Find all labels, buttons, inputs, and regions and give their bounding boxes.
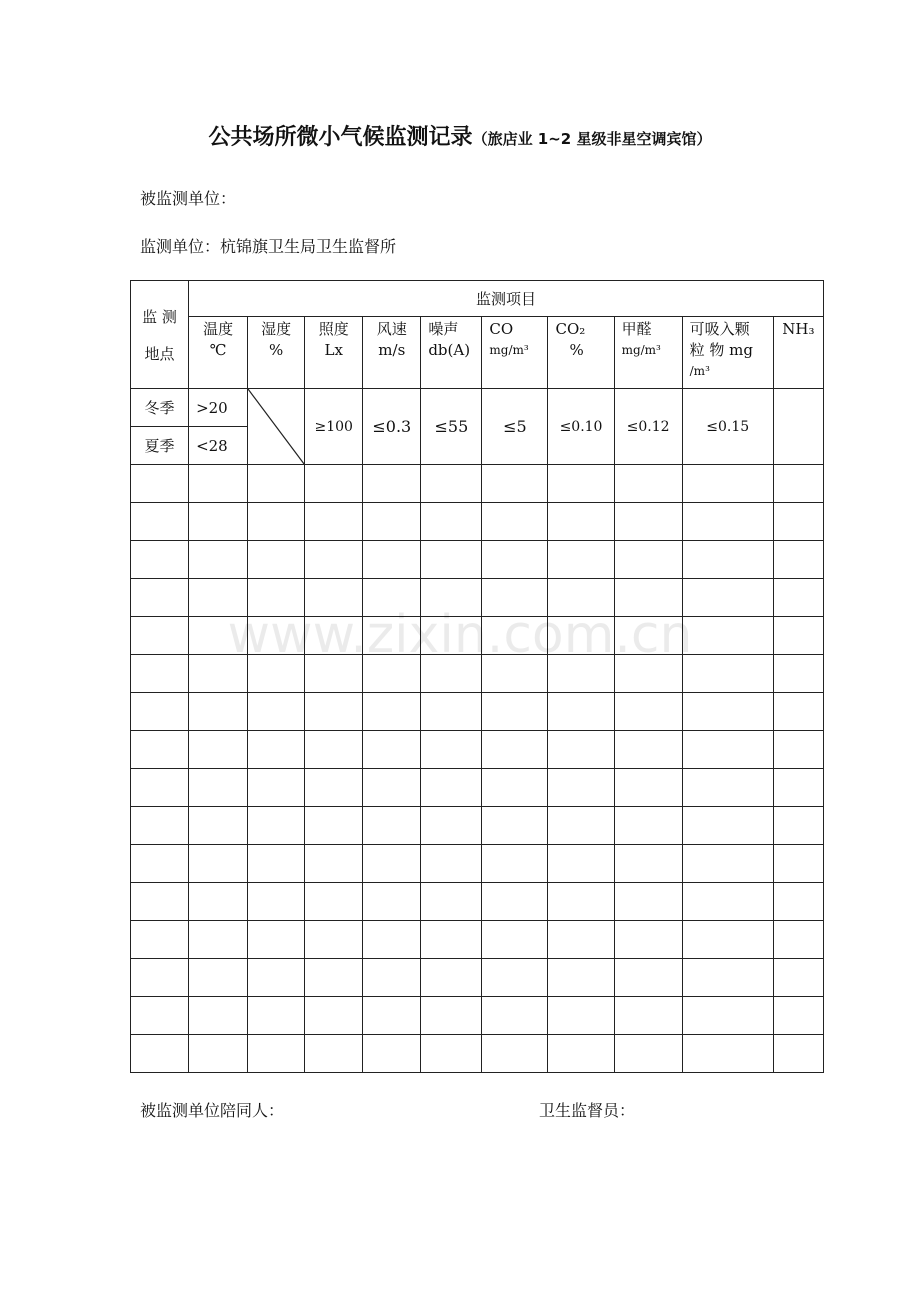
blank-rows <box>131 465 824 1073</box>
blank-entry-cell[interactable] <box>248 655 305 693</box>
blank-entry-cell[interactable] <box>548 693 614 731</box>
blank-entry-cell[interactable] <box>421 807 482 845</box>
blank-entry-cell[interactable] <box>131 617 189 655</box>
blank-entry-row <box>131 769 824 807</box>
blank-entry-cell[interactable] <box>548 617 614 655</box>
blank-entry-cell[interactable] <box>189 883 248 921</box>
blank-entry-cell[interactable] <box>682 769 773 807</box>
blank-entry-cell[interactable] <box>131 731 189 769</box>
nh3-standard <box>773 389 823 465</box>
blank-entry-cell[interactable] <box>548 921 614 959</box>
blank-entry-cell[interactable] <box>482 807 548 845</box>
diagonal-line <box>248 389 304 464</box>
blank-entry-cell[interactable] <box>189 807 248 845</box>
blank-entry-cell[interactable] <box>682 465 773 503</box>
blank-entry-cell[interactable] <box>482 769 548 807</box>
blank-entry-cell[interactable] <box>773 997 823 1035</box>
blank-entry-cell[interactable] <box>482 921 548 959</box>
blank-entry-cell[interactable] <box>189 997 248 1035</box>
blank-entry-cell[interactable] <box>682 541 773 579</box>
blank-entry-cell[interactable] <box>248 769 305 807</box>
winter-row <box>131 389 824 427</box>
blank-entry-cell[interactable] <box>548 807 614 845</box>
blank-entry-cell[interactable] <box>363 655 421 693</box>
col-co: CO mg/m³ <box>482 317 548 389</box>
blank-entry-cell[interactable] <box>248 731 305 769</box>
blank-entry-cell[interactable] <box>773 731 823 769</box>
col-particulate: 可吸入颗 粒 物 mg /m³ <box>682 317 773 389</box>
blank-entry-cell[interactable] <box>131 883 189 921</box>
blank-entry-cell[interactable] <box>421 769 482 807</box>
blank-entry-cell[interactable] <box>248 465 305 503</box>
blank-entry-cell[interactable] <box>248 541 305 579</box>
monitoring-unit-label: 监测单位：杭锦旗卫生局卫生监督所 <box>140 237 397 256</box>
blank-entry-cell[interactable] <box>482 731 548 769</box>
blank-entry-cell[interactable] <box>305 883 363 921</box>
items-header-cell <box>189 281 824 317</box>
noise-standard: ≤55 <box>421 389 482 465</box>
blank-entry-cell[interactable] <box>614 731 682 769</box>
blank-entry-cell[interactable] <box>614 503 682 541</box>
blank-entry-row <box>131 1035 824 1073</box>
blank-entry-cell[interactable] <box>363 1035 421 1073</box>
blank-entry-cell[interactable] <box>682 845 773 883</box>
blank-entry-cell[interactable] <box>189 959 248 997</box>
blank-entry-cell[interactable] <box>189 921 248 959</box>
blank-entry-cell[interactable] <box>482 997 548 1035</box>
blank-entry-cell[interactable] <box>305 807 363 845</box>
blank-entry-cell[interactable] <box>131 921 189 959</box>
blank-entry-cell[interactable] <box>614 845 682 883</box>
blank-entry-cell[interactable] <box>682 1035 773 1073</box>
blank-entry-cell[interactable] <box>482 1035 548 1073</box>
blank-entry-cell[interactable] <box>248 1035 305 1073</box>
blank-entry-cell[interactable] <box>773 959 823 997</box>
blank-entry-cell[interactable] <box>482 465 548 503</box>
blank-entry-cell[interactable] <box>682 807 773 845</box>
title-subtitle: （旅店业 1~2 星级非星空调宾馆） <box>472 130 712 148</box>
blank-entry-cell[interactable] <box>682 997 773 1035</box>
blank-entry-cell[interactable] <box>773 693 823 731</box>
blank-entry-row <box>131 541 824 579</box>
blank-entry-cell[interactable] <box>305 921 363 959</box>
location-header-cell <box>131 281 189 389</box>
blank-entry-cell[interactable] <box>421 845 482 883</box>
blank-entry-cell[interactable] <box>248 807 305 845</box>
blank-entry-cell[interactable] <box>305 465 363 503</box>
blank-entry-cell[interactable] <box>248 959 305 997</box>
season-summer: 夏季 <box>131 427 189 465</box>
blank-entry-cell[interactable] <box>363 997 421 1035</box>
blank-entry-row <box>131 921 824 959</box>
blank-entry-cell[interactable] <box>773 845 823 883</box>
summer-temp-standard: <28 <box>189 427 248 465</box>
blank-entry-cell[interactable] <box>682 959 773 997</box>
blank-entry-cell[interactable] <box>131 997 189 1035</box>
blank-entry-cell[interactable] <box>614 959 682 997</box>
blank-entry-cell[interactable] <box>482 959 548 997</box>
blank-entry-cell[interactable] <box>305 541 363 579</box>
blank-entry-row <box>131 807 824 845</box>
location-header-line2: 地点 <box>144 344 175 363</box>
blank-entry-cell[interactable] <box>548 731 614 769</box>
items-header: 监测项目 <box>476 290 537 308</box>
blank-entry-cell[interactable] <box>614 655 682 693</box>
blank-entry-cell[interactable] <box>482 503 548 541</box>
season-winter: 冬季 <box>131 389 189 427</box>
blank-entry-cell[interactable] <box>773 1035 823 1073</box>
winter-temp-standard: >20 <box>189 389 248 427</box>
blank-entry-cell[interactable] <box>248 503 305 541</box>
blank-entry-cell[interactable] <box>773 465 823 503</box>
blank-entry-cell[interactable] <box>421 693 482 731</box>
blank-entry-cell[interactable] <box>305 655 363 693</box>
blank-entry-cell[interactable] <box>189 731 248 769</box>
blank-entry-cell[interactable] <box>189 1035 248 1073</box>
blank-entry-cell[interactable] <box>482 845 548 883</box>
blank-entry-cell[interactable] <box>773 769 823 807</box>
blank-entry-cell[interactable] <box>548 997 614 1035</box>
blank-entry-cell[interactable] <box>482 693 548 731</box>
blank-entry-cell[interactable] <box>482 541 548 579</box>
blank-entry-cell[interactable] <box>189 503 248 541</box>
blank-entry-cell[interactable] <box>189 693 248 731</box>
blank-entry-cell[interactable] <box>131 769 189 807</box>
blank-entry-cell[interactable] <box>421 541 482 579</box>
blank-entry-cell[interactable] <box>189 845 248 883</box>
blank-entry-row <box>131 579 824 617</box>
blank-entry-cell[interactable] <box>305 503 363 541</box>
blank-entry-cell[interactable] <box>548 541 614 579</box>
blank-entry-cell[interactable] <box>421 465 482 503</box>
blank-entry-cell[interactable] <box>421 997 482 1035</box>
blank-entry-cell[interactable] <box>614 465 682 503</box>
blank-entry-cell[interactable] <box>363 883 421 921</box>
blank-entry-cell[interactable] <box>614 693 682 731</box>
blank-entry-cell[interactable] <box>482 579 548 617</box>
blank-entry-cell[interactable] <box>421 1035 482 1073</box>
blank-entry-cell[interactable] <box>682 883 773 921</box>
particulate-standard: ≤0.15 <box>682 389 773 465</box>
blank-entry-cell[interactable] <box>614 1035 682 1073</box>
blank-entry-cell[interactable] <box>548 883 614 921</box>
blank-entry-row <box>131 617 824 655</box>
blank-entry-cell[interactable] <box>248 997 305 1035</box>
blank-entry-cell[interactable] <box>773 807 823 845</box>
blank-entry-cell[interactable] <box>305 617 363 655</box>
illuminance-standard: ≥100 <box>305 389 363 465</box>
blank-entry-cell[interactable] <box>305 959 363 997</box>
blank-entry-row <box>131 845 824 883</box>
monitored-unit-label: 被监测单位： <box>140 189 237 208</box>
formaldehyde-standard: ≤0.12 <box>614 389 682 465</box>
blank-entry-cell[interactable] <box>248 883 305 921</box>
blank-entry-cell[interactable] <box>305 579 363 617</box>
blank-entry-cell[interactable] <box>421 655 482 693</box>
blank-entry-cell[interactable] <box>305 731 363 769</box>
blank-entry-cell[interactable] <box>363 617 421 655</box>
blank-entry-cell[interactable] <box>614 617 682 655</box>
blank-entry-cell[interactable] <box>773 541 823 579</box>
blank-entry-cell[interactable] <box>421 883 482 921</box>
blank-entry-cell[interactable] <box>548 769 614 807</box>
blank-entry-cell[interactable] <box>363 465 421 503</box>
blank-entry-cell[interactable] <box>773 579 823 617</box>
col-humidity: 湿度 % <box>248 317 305 389</box>
column-header-row <box>131 317 824 389</box>
blank-entry-cell[interactable] <box>131 959 189 997</box>
blank-entry-cell[interactable] <box>131 541 189 579</box>
blank-entry-cell[interactable] <box>773 655 823 693</box>
blank-entry-cell[interactable] <box>305 845 363 883</box>
blank-entry-cell[interactable] <box>305 693 363 731</box>
blank-entry-cell[interactable] <box>421 731 482 769</box>
blank-entry-cell[interactable] <box>482 883 548 921</box>
blank-entry-cell[interactable] <box>482 655 548 693</box>
blank-entry-cell[interactable] <box>363 579 421 617</box>
blank-entry-cell[interactable] <box>363 503 421 541</box>
blank-entry-cell[interactable] <box>682 503 773 541</box>
blank-entry-cell[interactable] <box>363 959 421 997</box>
blank-entry-cell[interactable] <box>614 997 682 1035</box>
blank-entry-cell[interactable] <box>131 807 189 845</box>
watermark: www.zixin.com.cn <box>227 605 693 665</box>
blank-entry-cell[interactable] <box>682 693 773 731</box>
blank-entry-cell[interactable] <box>773 617 823 655</box>
location-header-line1: 监 测 <box>142 307 177 326</box>
blank-entry-cell[interactable] <box>189 655 248 693</box>
blank-entry-cell[interactable] <box>189 617 248 655</box>
col-nh3: NH₃ <box>773 317 823 389</box>
blank-entry-cell[interactable] <box>614 541 682 579</box>
blank-entry-cell[interactable] <box>548 1035 614 1073</box>
blank-entry-cell[interactable] <box>189 541 248 579</box>
col-co2: CO₂ % <box>548 317 614 389</box>
blank-entry-cell[interactable] <box>363 845 421 883</box>
document-title <box>0 120 920 151</box>
co-standard: ≤5 <box>482 389 548 465</box>
blank-entry-cell[interactable] <box>614 807 682 845</box>
blank-entry-cell[interactable] <box>614 921 682 959</box>
blank-entry-row <box>131 731 824 769</box>
blank-entry-cell[interactable] <box>363 921 421 959</box>
blank-entry-cell[interactable] <box>421 921 482 959</box>
blank-entry-row <box>131 997 824 1035</box>
blank-entry-row <box>131 693 824 731</box>
blank-entry-cell[interactable] <box>682 655 773 693</box>
blank-entry-row <box>131 655 824 693</box>
wind-speed-standard: ≤0.3 <box>363 389 421 465</box>
blank-entry-row <box>131 503 824 541</box>
blank-entry-cell[interactable] <box>482 617 548 655</box>
blank-entry-cell[interactable] <box>682 579 773 617</box>
blank-entry-cell[interactable] <box>131 579 189 617</box>
blank-entry-cell[interactable] <box>614 579 682 617</box>
blank-entry-cell[interactable] <box>131 693 189 731</box>
blank-entry-cell[interactable] <box>305 1035 363 1073</box>
co2-standard: ≤0.10 <box>548 389 614 465</box>
blank-entry-cell[interactable] <box>548 503 614 541</box>
blank-entry-cell[interactable] <box>363 807 421 845</box>
blank-entry-cell[interactable] <box>248 921 305 959</box>
blank-entry-cell[interactable] <box>421 959 482 997</box>
blank-entry-cell[interactable] <box>421 503 482 541</box>
blank-entry-cell[interactable] <box>131 503 189 541</box>
blank-entry-cell[interactable] <box>421 617 482 655</box>
blank-entry-cell[interactable] <box>548 579 614 617</box>
blank-entry-row <box>131 465 824 503</box>
blank-entry-cell[interactable] <box>682 617 773 655</box>
blank-entry-cell[interactable] <box>189 579 248 617</box>
inspector-signature-label: 卫生监督员： <box>539 1101 636 1120</box>
blank-entry-cell[interactable] <box>363 731 421 769</box>
col-wind-speed: 风速 m/s <box>363 317 421 389</box>
blank-entry-cell[interactable] <box>131 465 189 503</box>
col-formaldehyde: 甲醛 mg/m³ <box>614 317 682 389</box>
blank-entry-cell[interactable] <box>131 845 189 883</box>
blank-entry-cell[interactable] <box>305 769 363 807</box>
blank-entry-cell[interactable] <box>131 655 189 693</box>
blank-entry-cell[interactable] <box>131 1035 189 1073</box>
blank-entry-cell[interactable] <box>248 845 305 883</box>
blank-entry-cell[interactable] <box>773 921 823 959</box>
blank-entry-cell[interactable] <box>305 997 363 1035</box>
blank-entry-cell[interactable] <box>548 959 614 997</box>
title-main: 公共场所微小气候监测记录 <box>208 125 473 150</box>
blank-entry-cell[interactable] <box>773 503 823 541</box>
col-illuminance: 照度 Lx <box>305 317 363 389</box>
blank-entry-cell[interactable] <box>682 731 773 769</box>
blank-entry-cell[interactable] <box>189 465 248 503</box>
monitoring-record-table <box>130 280 824 1073</box>
blank-entry-cell[interactable] <box>773 883 823 921</box>
blank-entry-cell[interactable] <box>548 845 614 883</box>
blank-entry-cell[interactable] <box>248 579 305 617</box>
blank-entry-cell[interactable] <box>421 579 482 617</box>
blank-entry-cell[interactable] <box>363 693 421 731</box>
blank-entry-cell[interactable] <box>248 693 305 731</box>
col-temperature: 温度 ℃ <box>189 317 248 389</box>
blank-entry-cell[interactable] <box>548 465 614 503</box>
humidity-diagonal-cell <box>248 389 305 465</box>
blank-entry-cell[interactable] <box>614 769 682 807</box>
blank-entry-row <box>131 883 824 921</box>
col-noise: 噪声 db(A) <box>421 317 482 389</box>
blank-entry-cell[interactable] <box>614 883 682 921</box>
escort-signature-label: 被监测单位陪同人： <box>140 1101 285 1120</box>
blank-entry-cell[interactable] <box>189 769 248 807</box>
blank-entry-cell[interactable] <box>548 655 614 693</box>
blank-entry-cell[interactable] <box>248 617 305 655</box>
blank-entry-cell[interactable] <box>363 769 421 807</box>
blank-entry-row <box>131 959 824 997</box>
blank-entry-cell[interactable] <box>682 921 773 959</box>
blank-entry-cell[interactable] <box>363 541 421 579</box>
